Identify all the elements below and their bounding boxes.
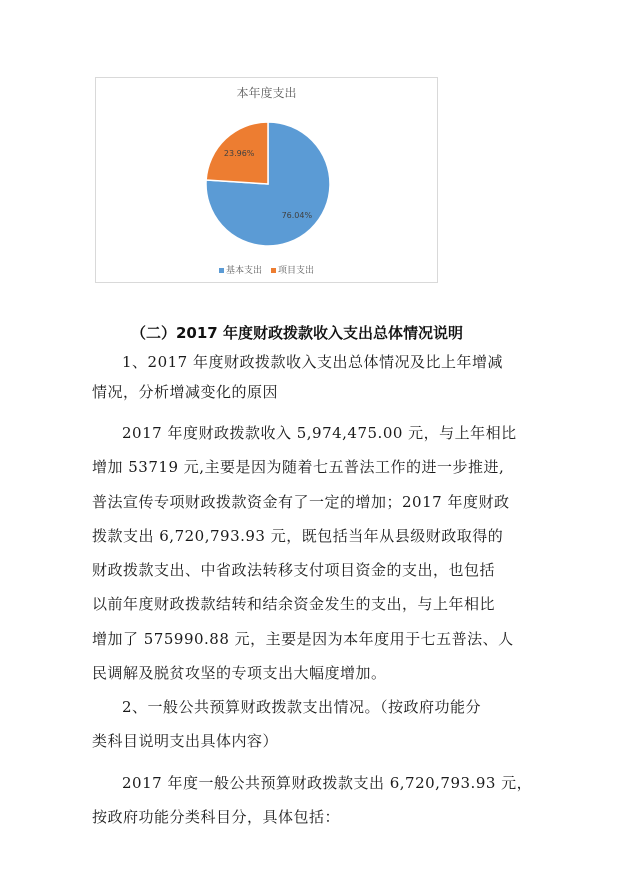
legend-item-basic	[219, 263, 262, 276]
paragraph-line: 财政拨款支出、中省政法转移支付项目资金的支出，也包括	[92, 561, 496, 579]
legend-label-project: 项目支出	[277, 266, 314, 276]
legend-swatch-basic	[219, 268, 224, 273]
legend-label-basic: 基本支出	[226, 266, 263, 276]
paragraph-line: 2017 年度财政拨款收入 5,974,475.00 元，与上年相比	[122, 424, 517, 442]
paragraph-line: 类科目说明支出具体内容）	[92, 732, 279, 750]
pie-chart-svg	[96, 78, 439, 284]
legend-swatch-project	[271, 268, 276, 273]
section-heading: （二）2017 年度财政拨款收入支出总体情况说明	[131, 324, 463, 342]
pie-chart	[95, 77, 438, 283]
paragraph-line: 以前年度财政拨款结转和结余资金发生的支出，与上年相比	[92, 595, 496, 613]
pie-slice-label-basic: 76.04%	[281, 210, 313, 220]
pie-slice-label-project: 23.96%	[223, 149, 255, 159]
paragraph-line: 2、一般公共预算财政拨款支出情况。（按政府功能分	[122, 698, 482, 716]
paragraph-line: 1、2017 年度财政拨款收入支出总体情况及比上年增减	[122, 353, 503, 371]
paragraph-line: 按政府功能分类科目分，具体包括：	[92, 808, 341, 826]
paragraph-line: 增加了 575990.88 元，主要是因为本年度用于七五普法、人	[92, 630, 514, 648]
paragraph-line: 增加 53719 元,主要是因为随着七五普法工作的进一步推进,	[92, 458, 505, 476]
paragraph-line: 民调解及脱贫攻坚的专项支出大幅度增加。	[92, 664, 387, 682]
chart-title: 本年度支出	[236, 86, 297, 100]
paragraph-line: 2017 年度一般公共预算财政拨款支出 6,720,793.93 元，	[122, 774, 533, 792]
paragraph-line: 普法宣传专项财政拨款资金有了一定的增加；2017 年度财政	[92, 493, 510, 511]
paragraph-line: 情况，分析增减变化的原因	[92, 383, 279, 401]
chart-legend	[96, 263, 437, 276]
paragraph-line: 拨款支出 6,720,793.93 元，既包括当年从县级财政取得的	[92, 527, 504, 545]
legend-item-project	[271, 263, 314, 276]
